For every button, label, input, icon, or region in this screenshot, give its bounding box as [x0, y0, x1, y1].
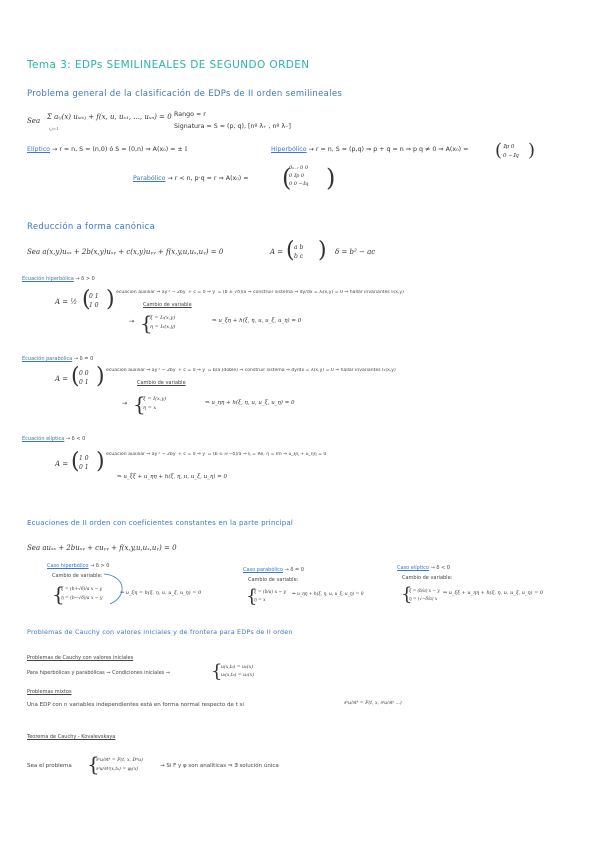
cauchy-line2: Una EDP con n variables independientes está en forma normal respecto de t si	[27, 702, 244, 708]
ctes-hiper-system: ξ = (b+√δ)/a x − y η = (b−√δ)/a x − y	[61, 587, 103, 601]
parab-cond: δ = 0	[79, 356, 94, 362]
sum-expression: Σ aᵢⱼ(x) uₓᵢₓⱼ + f(x, u, uₓ₁, ..., uₓₙ) = 0	[47, 113, 172, 121]
elip-procedure: ecuación auxiliar ⇒ ay′² − 2by′ + c = 0 ⇒ y′ = (b ± i√−δ)/a ⇒ ξ = Re, η = Im ⇒ u_ξξ + u_ηη = 0	[106, 452, 327, 457]
ck-conclusion: → Si F y φ son analíticas ⇒ ∃ solución única	[160, 763, 279, 769]
ctes-elip-result: ⇒ u_ξξ + u_ηη + h(ξ, η, u, u_ξ, u_η) = 0	[443, 590, 544, 596]
cauchy-line1: Para hiperbólicas y parabólicas ⇒ Condiciones iniciales ⇒	[27, 670, 171, 676]
normal-form-eq: ∂ᵏu/∂tᵏ = F(t, x, ∂ʲu/∂tʲ ...)	[344, 701, 402, 706]
ctes-parab-cambio: Cambio de variable:	[248, 577, 299, 583]
ctes-elip-cambio: Cambio de variable:	[402, 575, 453, 581]
parab-result: ⇒ u_ηη + h(ξ, η, u, u_ξ, u_η) = 0	[205, 400, 295, 406]
parab-change-system: ξ = I(x,y) η = x	[143, 396, 167, 411]
ec-eliptica-label: Ecuación elíptica	[22, 436, 65, 442]
parab-cambio-label: Cambio de variable	[137, 380, 186, 386]
parabolico-label: Parabólico	[133, 175, 166, 182]
elip-result: ⇒ u_ξξ + u_ηη + h(ξ, η, u, u_ξ, u_η) = 0	[117, 474, 228, 480]
hiperbolico-label: Hiperbólico	[271, 146, 307, 153]
hiper-procedure: ecuación auxiliar ⇒ ay′² − 2by′ + c = 0 ⇒ y′ = (b ± √δ)/a ⇒ construir sistema ⇒ dy/dx = λᵢ(x,y) = 0 ⇒ hallar invariantes Iᵢ(x,y)	[116, 290, 404, 295]
cauchy-sub3: Teorema de Cauchy - Kovalevskaya	[27, 734, 116, 740]
hiper-A-matrix: 0 1 1 0	[89, 293, 99, 309]
section-heading-problema: Problema general de la clasificación de EDPs de II orden semilineales	[27, 89, 343, 99]
parab-A-matrix: 0 0 0 1	[79, 370, 89, 386]
section-heading-reduccion: Reducción a forma canónica	[27, 222, 156, 232]
elip-cond: δ < 0	[71, 436, 86, 442]
caso-eliptico-label: Caso elíptico	[397, 565, 429, 571]
ctes-parab-result: ⇒ u_ηη + h(ξ, η, u, u_ξ, u_η) = 0	[292, 592, 364, 597]
reduccion-A-matrix: a b b c	[294, 244, 304, 260]
ctes-equation: Sea auₓₓ + 2buₓᵧ + cuᵧᵧ + f(x,y,u,uₓ,uᵧ) = 0	[27, 544, 177, 552]
eliptico-label: Elíptico	[27, 146, 51, 153]
section-heading-cauchy: Problemas de Cauchy con valores iniciales y de frontera para EDPs de II orden	[27, 628, 293, 636]
ck-system: ∂ᵏu/∂tᵏ = F(t, x, Dᵅu) ∂ʲu/∂tʲ(x,t₀) = φⱼ(x)	[96, 758, 143, 772]
caso-hiperbolico-label: Caso hiperbólico	[47, 563, 89, 569]
hiper-change-system: ξ = I₁(x,y) η = I₂(x,y)	[150, 315, 176, 330]
ctes-hiper-cambio: Cambio de variable:	[52, 573, 103, 579]
cauchy-initial-conditions: u(x,t₀) = u₀(x) uₜ(x,t₀) = u₁(x)	[221, 665, 255, 678]
eliptico-text: r = n, S = (n,0) ó S = (0,n) ⇒ A(x₀) = ± 𝕀	[59, 146, 188, 153]
elip-A-matrix: 1 0 0 1	[79, 455, 89, 471]
ec-hiperbolica-label: Ecuación hiperbólica	[22, 276, 74, 282]
sum-index: i,j=1	[49, 126, 59, 131]
sea-label: Sea	[27, 117, 41, 125]
hiper-result: ⇒ u_ξη + h(ξ, η, u, u_ξ, u_η) = 0	[212, 318, 302, 324]
rango: Rango = r	[174, 111, 206, 118]
section-heading-ctes: Ecuaciones de II orden con coeficientes constantes en la parte principal	[27, 519, 294, 527]
ec-parabolica-label: Ecuación parabólica	[22, 356, 73, 362]
page-title: Tema 3: EDPs SEMILINEALES DE SEGUNDO ORDEN	[27, 59, 310, 71]
hiper-signature-matrix: 𝕀p 0 0 −𝕀q	[503, 144, 519, 159]
hiper-cond: δ > 0	[81, 276, 95, 282]
ctes-hiper-result: ⇒ u_ξη = h(ξ, η, u, u_ξ, u_η) = 0	[120, 590, 202, 596]
parab-procedure: ecuación auxiliar ⇒ ay′² − 2by′ + c = 0 ⇒ y′ = b/a (doble) ⇒ construir sistema ⇒ dy/dx = λ(x,y) = 0 ⇒ hallar invariantes I₁(x,y)	[106, 368, 396, 373]
signatura: Signatura = S = (p, q), [nº λ₊ , nº λ₋]	[174, 123, 291, 130]
delta-def: δ = b² − ac	[335, 248, 376, 256]
parabolico-text: r < n, p·q = r ⇒ A(x₀) =	[174, 175, 249, 182]
ctes-parab-system: ξ = (b/a) x − y η = x	[254, 590, 287, 603]
cauchy-sub1: Problemas de Cauchy con valores iniciales	[27, 655, 134, 661]
hiper-A-label: A = ½	[55, 298, 78, 306]
caso-parabolico-label: Caso parabólico	[243, 567, 283, 573]
hiper-cambio-label: Cambio de variable	[143, 302, 192, 308]
cauchy-line3: Sea el problema	[27, 763, 72, 769]
parab-signature-matrix: 0ₙ₋ᵣ 0 0 0 𝕀p 0 0 0 −𝕀q	[289, 165, 309, 187]
reduccion-equation: Sea a(x,y)uₓₓ + 2b(x,y)uₓᵧ + c(x,y)uᵧᵧ + f(x,y,u,uₓ,uᵧ) = 0	[27, 248, 224, 256]
hiperbolico-text: r = n, S = (p,q) ⇒ p + q = n ⇒ p q ≠ 0 ⇒ A(x₀) =	[315, 146, 469, 153]
ctes-elip-system: ξ = (b/a) x − y η = (√−δ/a) x	[409, 588, 440, 601]
cauchy-sub2: Problemas mixtos	[27, 689, 72, 695]
